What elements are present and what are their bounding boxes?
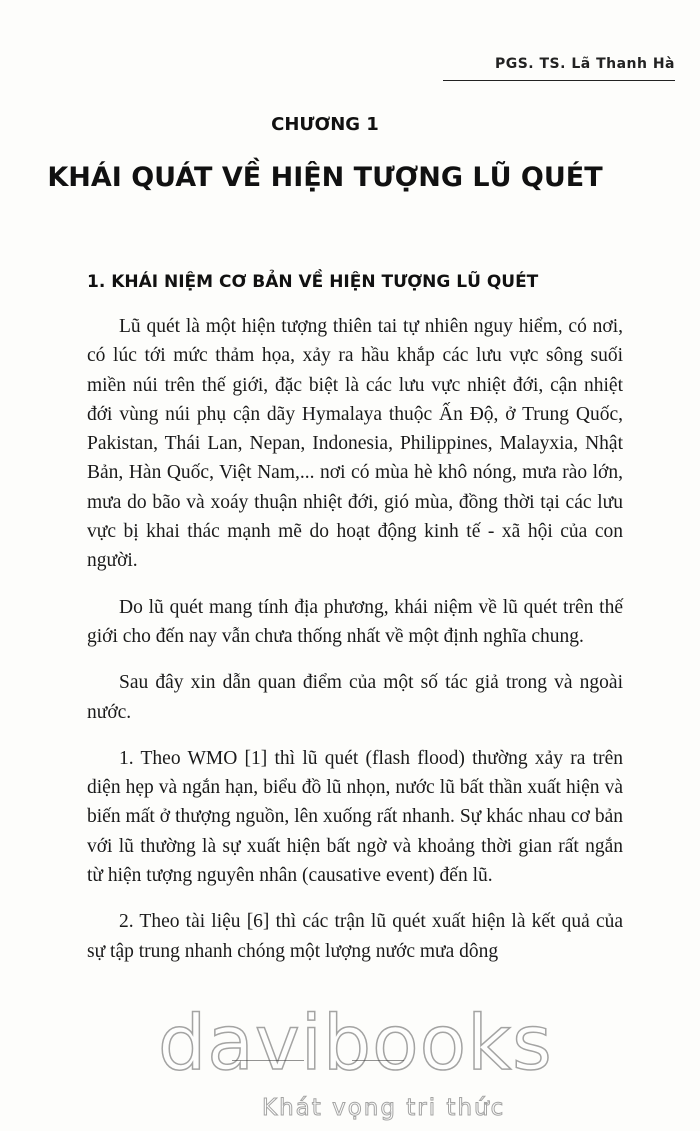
watermark-line-left <box>232 1060 304 1061</box>
header-rule <box>443 80 675 81</box>
section-heading: 1. KHÁI NIỆM CƠ BẢN VỀ HIỆN TƯỢNG LŨ QUÉT <box>87 272 539 292</box>
paragraph-2: Do lũ quét mang tính địa phương, khái niệm về lũ quét trên thế giới cho đến nay vẫn chưa thống nhất về một định nghĩa chung. <box>87 596 623 647</box>
paragraph-4: 1. Theo WMO [1] thì lũ quét (flash flood) thường xảy ra trên diện hẹp và ngắn hạn, biểu đồ lũ nhọn, nước lũ bất thần xuất hiện và biến mất ở thượng nguồn, lên xuống rất nhanh. Sự khác nhau cơ bản với lũ thường là sự xuất hiện bất ngờ và khoảng thời gian rất ngắn từ hiện tượng nguyên nhân (causative event) đến lũ. <box>87 747 623 887</box>
watermark <box>0 1000 700 1131</box>
running-header-author: PGS. TS. Lã Thanh Hà <box>494 56 675 72</box>
watermark-tagline: Khát vọng tri thức <box>262 1095 506 1121</box>
body-text <box>87 312 623 983</box>
chapter-number: CHƯƠNG 1 <box>271 114 379 135</box>
paragraph-3: Sau đây xin dẫn quan điểm của một số tác giả trong và ngoài nước. <box>87 672 623 723</box>
chapter-title: KHÁI QUÁT VỀ HIỆN TƯỢNG LŨ QUÉT <box>47 162 603 193</box>
watermark-line-right <box>352 1060 404 1061</box>
paragraph-5: 2. Theo tài liệu [6] thì các trận lũ quét xuất hiện là kết quả của sự tập trung nhanh chóng một lượng nước mưa dông <box>87 911 623 962</box>
paragraph-1: Lũ quét là một hiện tượng thiên tai tự nhiên nguy hiểm, có nơi, có lúc tới mức thảm họa, xảy ra hầu khắp các lưu vực sông suối miền núi trên thế giới, đặc biệt là các lưu vực nhiệt đới, cận nhiệt đới vùng núi phụ cận dãy Hymalaya thuộc Ấn Độ, ở Trung Quốc, Pakistan, Thái Lan, Nepan, Indonesia, Philippines, Malayxia, Nhật Bản, Hàn Quốc, Việt Nam,... nơi có mùa hè khô nóng, mưa rào lớn, mưa do bão và xoáy thuận nhiệt đới, gió mùa, đồng thời tại các lưu vực bị khai thác mạnh mẽ do hoạt động kinh tế - xã hội của con người. <box>87 316 623 572</box>
watermark-logo: davibooks <box>158 998 553 1087</box>
